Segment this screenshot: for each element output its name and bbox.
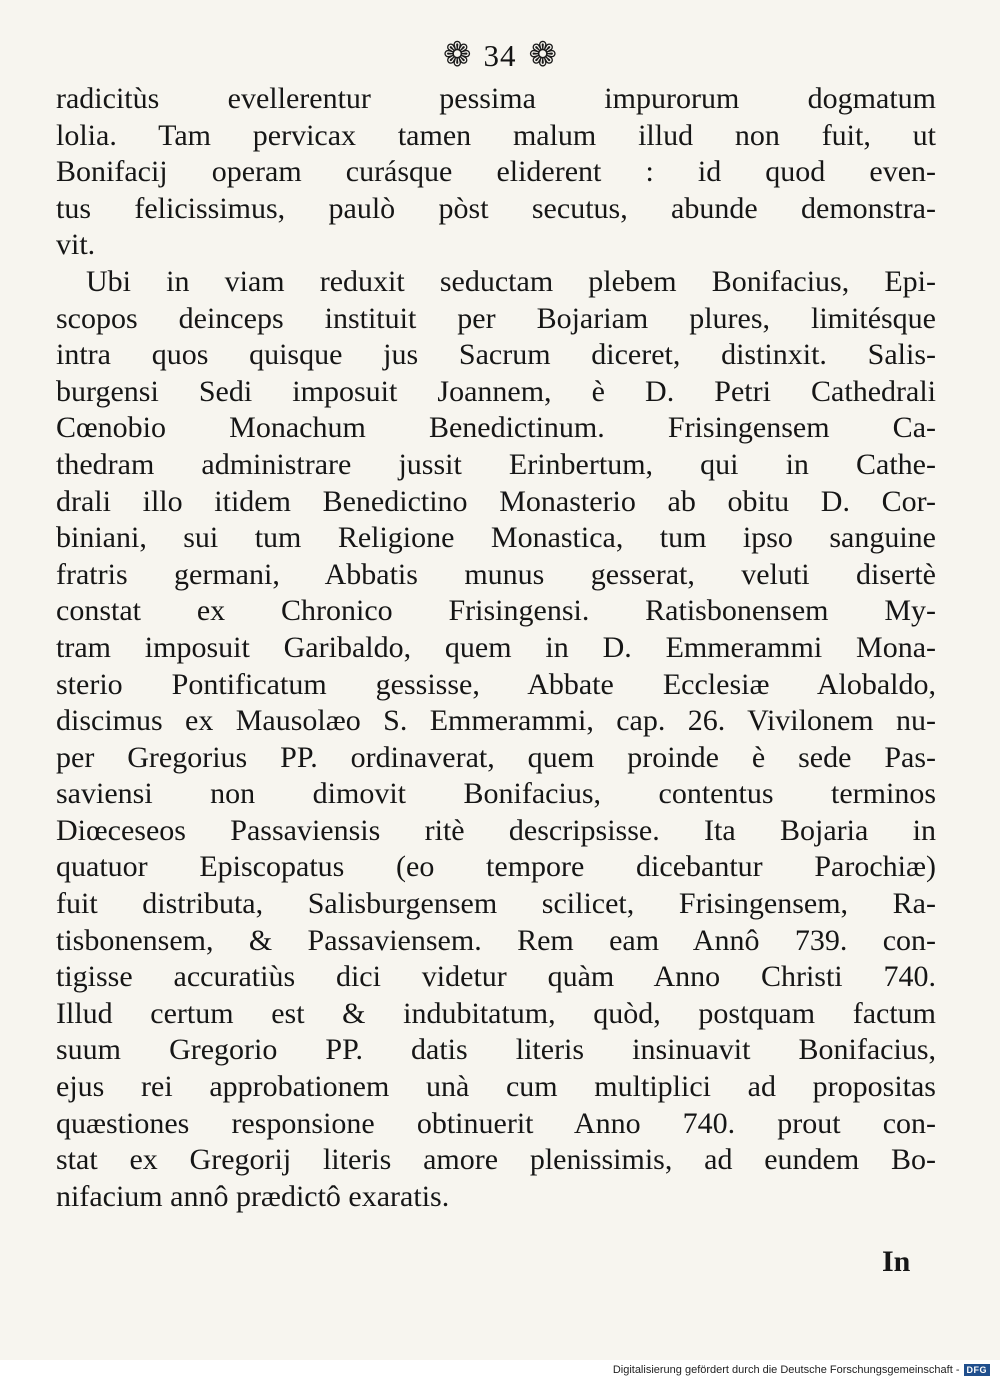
text-line: fratris germani, Abbatis munus gesserat, veluti disertè (56, 557, 936, 591)
text-line: sterio Pontificatum gessisse, Abbate Ecclesiæ Alobaldo, (56, 667, 936, 701)
text-line: scopos deinceps instituit per Bojariam plures, limitésque (56, 301, 936, 335)
text-line: fuit distributa, Salisburgensem scilicet, Frisingensem, Ra- (56, 887, 936, 921)
text-line: nifacium annô prædictô exaratis. (56, 1179, 450, 1213)
text-line: burgensi Sedi imposuit Joannem, è D. Petri Cathedrali (56, 374, 936, 408)
text-line: saviensi non dimovit Bonifacius, contentus terminos (56, 777, 936, 811)
dfg-logo-icon: DFG (964, 1364, 991, 1376)
text-line: intra quos quisque jus Sacrum diceret, distinxit. Salis- (56, 338, 936, 372)
text-line: quatuor Episcopatus (eo tempore dicebantur Parochiæ) (56, 850, 936, 884)
text-line: tus felicissimus, paulò pòst secutus, abunde demonstra- (56, 191, 936, 225)
text-line: ejus rei approbationem unà cum multiplici ad propositas (56, 1070, 936, 1104)
text-line: radicitùs evellerentur pessima impurorum dogmatum (56, 82, 936, 115)
text-line: stat ex Gregorij literis amore plenissimis, ad eundem Bo- (56, 1143, 936, 1177)
catchword: In (882, 1245, 911, 1278)
text-line: lolia. Tam pervicax tamen malum illud non fuit, ut (56, 118, 936, 152)
ornament-left-icon: ❁ (443, 37, 472, 74)
text-line: thedram administrare jussit Erinbertum, qui in Cathe- (56, 447, 936, 481)
text-line: Ubi in viam reduxit seductam plebem Bonifacius, Epi- (86, 264, 936, 298)
text-line: vit. (56, 228, 96, 262)
digitization-footer (0, 1360, 1000, 1380)
ornament-right-icon: ❁ (528, 37, 557, 74)
text-line: discimus ex Mausolæo S. Emmerammi, cap. 26. Vivilonem nu- (56, 704, 936, 738)
text-line: tisbonensem, & Passaviensem. Rem eam Annô 739. con- (56, 923, 936, 957)
text-line: tigisse accuratiùs dici videtur quàm Anno Christi 740. (56, 960, 936, 994)
text-line: quæstiones responsione obtinuerit Anno 740. prout con- (56, 1106, 936, 1140)
text-line: drali illo itidem Benedictino Monasterio ab obitu D. Cor- (56, 484, 936, 518)
body-text (56, 81, 936, 1215)
text-line: suum Gregorio PP. datis literis insinuavit Bonifacius, (56, 1033, 936, 1067)
text-line: constat ex Chronico Frisingensi. Ratisbonensem My- (56, 594, 936, 628)
footer-credit: Digitalisierung gefördert durch die Deutsche Forschungsgemeinschaft - (612, 1364, 960, 1376)
text-line: Diœceseos Passaviensis ritè descripsisse. Ita Bojaria in (56, 813, 936, 847)
text-line: per Gregorius PP. ordinaverat, quem proinde è sede Pas- (56, 740, 936, 774)
text-line: tram imposuit Garibaldo, quem in D. Emmerammi Mona- (56, 630, 936, 664)
text-line: Bonifacij operam curásque eliderent : id quod even- (56, 155, 936, 189)
text-line: biniani, sui tum Religione Monastica, tum ipso sanguine (56, 521, 936, 555)
page-header (0, 38, 1000, 74)
text-line: Illud certum est & indubitatum, quòd, postquam factum (56, 996, 936, 1030)
page-number: 34 (483, 38, 517, 73)
text-line: Cœnobio Monachum Benedictinum. Frisingensem Ca- (56, 411, 936, 445)
